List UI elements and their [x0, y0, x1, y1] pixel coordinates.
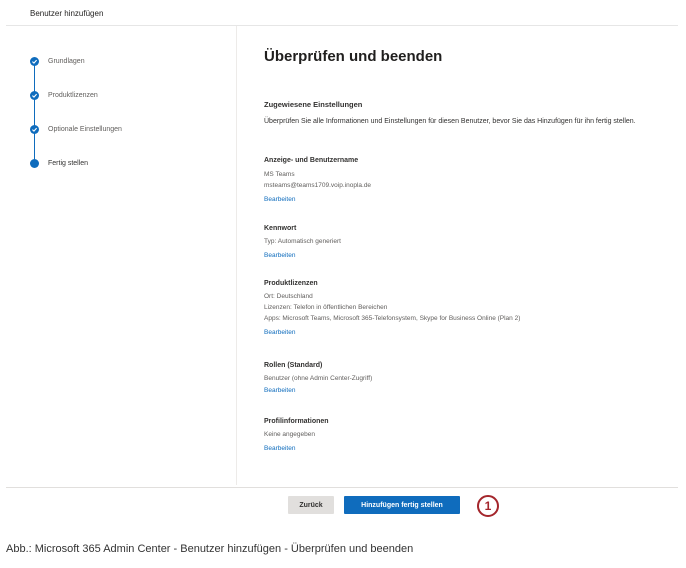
- check-icon: [30, 125, 39, 134]
- vertical-divider: [236, 26, 237, 485]
- summary-line: Benutzer (ohne Admin Center-Zugriff): [264, 375, 373, 382]
- summary-heading: Produktlizenzen: [264, 280, 318, 287]
- summary-heading: Anzeige- und Benutzername: [264, 157, 359, 164]
- step-fertig-stellen: [30, 156, 88, 170]
- summary-password: [264, 225, 674, 261]
- summary-display-name: [264, 157, 674, 205]
- step-label: Grundlagen: [48, 57, 85, 65]
- summary-heading: Profilinformationen: [264, 418, 329, 425]
- summary-line: Keine angegeben: [264, 431, 315, 438]
- intro-text: Überprüfen Sie alle Informationen und Einstellungen für diesen Benutzer, bevor Sie das Hinzufügen für ihn fertig stellen.: [264, 118, 636, 125]
- footer-divider: [6, 487, 678, 488]
- step-produktlizenzen[interactable]: [30, 88, 98, 102]
- page-title: Überprüfen und beenden: [264, 48, 443, 65]
- check-icon: [30, 91, 39, 100]
- summary-line: Lizenzen: Telefon in öffentlichen Bereichen: [264, 304, 388, 311]
- section-title: Zugewiesene Einstellungen: [264, 100, 363, 109]
- summary-roles: [264, 362, 674, 396]
- step-grundlagen[interactable]: [30, 54, 85, 68]
- step-label: Optionale Einstellungen: [48, 125, 122, 133]
- edit-link[interactable]: Bearbeiten: [264, 445, 296, 452]
- summary-line: MS Teams: [264, 171, 295, 178]
- summary-heading: Kennwort: [264, 225, 297, 232]
- figure-caption: Abb.: Microsoft 365 Admin Center - Benutzer hinzufügen - Überprüfen und beenden: [6, 543, 414, 555]
- top-divider: [6, 25, 678, 26]
- summary-line: Typ: Automatisch generiert: [264, 238, 341, 245]
- edit-link[interactable]: Bearbeiten: [264, 252, 296, 259]
- summary-line: Ort: Deutschland: [264, 293, 313, 300]
- step-label: Fertig stellen: [48, 159, 89, 167]
- main-content: [264, 48, 674, 452]
- summary-line: Apps: Microsoft Teams, Microsoft 365-Telefonsystem, Skype for Business Online (Plan 2): [264, 315, 521, 322]
- callout-number-badge: 1: [477, 495, 499, 517]
- check-icon: [30, 57, 39, 66]
- edit-link[interactable]: Bearbeiten: [264, 196, 296, 203]
- back-button[interactable]: Zurück: [288, 496, 334, 514]
- step-optionale-einstellungen[interactable]: [30, 122, 122, 136]
- current-step-dot-icon: [30, 159, 39, 168]
- edit-link[interactable]: Bearbeiten: [264, 387, 296, 394]
- edit-link[interactable]: Bearbeiten: [264, 329, 296, 336]
- step-label: Produktlizenzen: [48, 91, 98, 99]
- finish-button[interactable]: Hinzufügen fertig stellen: [344, 496, 460, 514]
- summary-product-licenses: [264, 280, 674, 338]
- summary-heading: Rollen (Standard): [264, 362, 323, 369]
- summary-line: msteams@teams1709.voip.inopla.de: [264, 182, 372, 189]
- summary-profile-info: [264, 418, 674, 454]
- panel-title: Benutzer hinzufügen: [30, 9, 104, 18]
